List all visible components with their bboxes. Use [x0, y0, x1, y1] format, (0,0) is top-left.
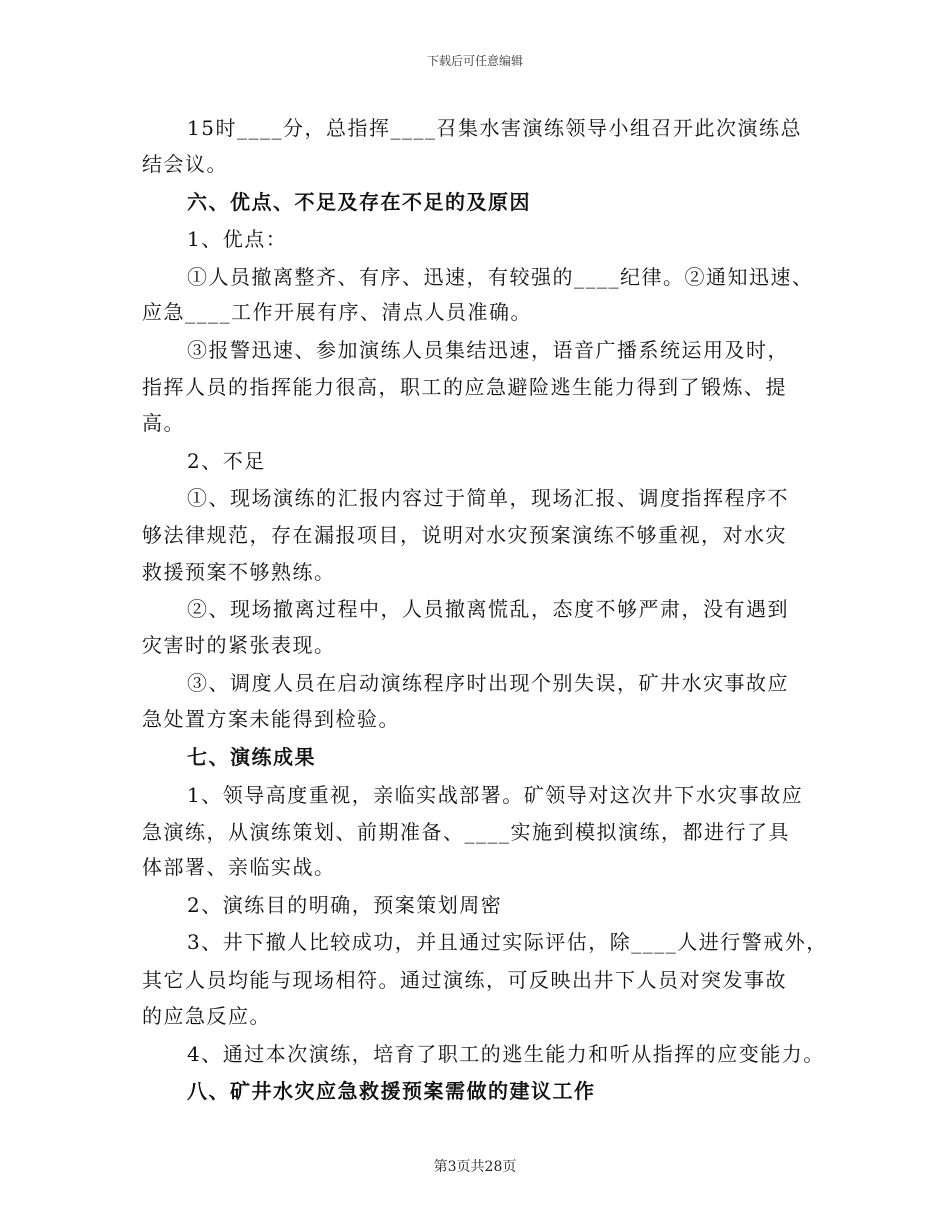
paragraph-line: 应急____工作开展有序、清点人员准确。	[142, 300, 532, 324]
paragraph-line: ②、现场撤离过程中，人员撤离慌乱，态度不够严肃，没有遇到	[187, 597, 789, 621]
paragraph-line: ①人员撤离整齐、有序、迅速，有较强的____纪律。②通知迅速、	[187, 265, 814, 289]
paragraph-line: ③、调度人员在启动演练程序时出现个别失误，矿井水灾事故应	[187, 671, 789, 695]
paragraph-line: 指挥人员的指挥能力很高，职工的应急避险逃生能力得到了锻炼、提	[142, 375, 787, 399]
paragraph-line: 够法律规范，存在漏报项目，说明对水灾预案演练不够重视，对水灾	[142, 523, 787, 547]
section-heading: 七、演练成果	[187, 745, 316, 769]
paragraph-line: 结会议。	[142, 152, 228, 176]
paragraph-line: 急演练，从演练策划、前期准备、____实施到模拟演练，都进行了具	[142, 820, 790, 844]
paragraph-line: 4、通过本次演练，培育了职工的逃生能力和听从指挥的应变能力。	[187, 1042, 825, 1066]
paragraph-line: 3、井下撤人比较成功，并且通过实际评估，除____人进行警戒外，	[187, 930, 828, 954]
paragraph-line: 1、领导高度重视，亲临实战部署。矿领导对这次井下水灾事故应	[187, 783, 804, 807]
paragraph-line: 救援预案不够熟练。	[142, 560, 336, 584]
paragraph-line: 灾害时的紧张表现。	[142, 633, 336, 657]
paragraph-line: ①、现场演练的汇报内容过于简单，现场汇报、调度指挥程序不	[187, 486, 789, 510]
paragraph-line: 2、演练目的明确，预案策划周密	[187, 893, 503, 917]
paragraph-line: ③报警迅速、参加演练人员集结迅速，语音广播系统运用及时，	[187, 338, 789, 362]
section-heading: 八、矿井水灾应急救援预案需做的建议工作	[187, 1079, 596, 1103]
page-header: 下载后可任意编辑	[426, 54, 523, 68]
paragraph-line: 15时____分，总指挥____召集水害演练领导小组召开此次演练总	[187, 116, 802, 140]
section-heading: 六、优点、不足及存在不足的及原因	[187, 190, 531, 214]
subheading: 1、优点：	[187, 227, 288, 251]
paragraph-line: 体部署、亲临实战。	[142, 855, 336, 879]
paragraph-line: 急处置方案未能得到检验。	[142, 707, 400, 731]
paragraph-line: 高。	[142, 411, 185, 435]
subheading: 2、不足	[187, 449, 266, 473]
paragraph-line: 的应急反应。	[142, 1004, 271, 1028]
paragraph-line: 其它人员均能与现场相符。通过演练，可反映出井下人员对突发事故	[142, 968, 787, 992]
page-number: 第3页共28页	[433, 1159, 517, 1175]
